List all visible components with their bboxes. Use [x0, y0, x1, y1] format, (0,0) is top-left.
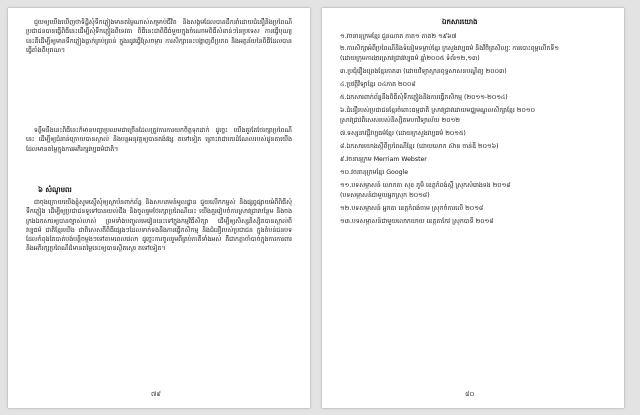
reference-item: ៨.ឯកសារយោងស្តីពីប្រពៃណីខ្មែរ (ដោយលោក ស៊ាន ចាន់ឌី ២០១៦): [340, 143, 499, 150]
reference-item: ៧.ទស្សនាវដ្តីវប្បធម៌ខ្មែរ (ដោយក្រសួងវប្បធម៌ ២០១៥): [340, 130, 466, 137]
reference-item: ២.ការសិក្សាអំពីប្រពៃណីនិងទំនៀមទម្លាប់ខ្មែរ ក្រសួងវប្បធម៌ និងវិចិត្រសិល្បៈ ការបោះពុម្ពលើកទី១: [340, 45, 559, 52]
reference-item: ៦.ជំនឿរបស់ប្រជាជនខ្មែរចំពោះធម្មជាតិ ស្រាវជ្រាវដោយមជ្ឈមណ្ឌលសិក្សាខ្មែរ ២០១០: [340, 107, 535, 114]
reference-item: ១២.បទសម្ភាសន៍ អ្នកតា ខេត្តកំពង់ចាម ស្រុកចំការលើ ២០១៨: [340, 205, 484, 212]
reference-item: ១១.បទសម្ភាសន៍ លោកតា សុខ ភូមិ ខេត្តកំពង់ស្ពឺ ស្រុកសំរោងទង ២០១៨: [340, 182, 511, 189]
right-page: [322, 8, 624, 408]
reference-item: ៥.ឯកសារពាក់ព័ន្ធនឹងពិធីសុំទឹកភ្លៀងនិងការធ្វើកសិកម្ម (២០១១-២០១៤): [340, 94, 508, 101]
reference-item: ស្រាវជ្រាវពិសេសរបស់និស្សិតមហាវិទ្យាល័យ ២០១២: [340, 117, 460, 124]
reference-item: (ដោយក្រុមការងារស្រាវជ្រាវវប្បធម៌ ឆ្នាំ២០០៥ ទំព័រ១២,១៣): [340, 55, 480, 62]
reference-item: ១០.វចនានុក្រមខ្មែរ Google: [340, 169, 409, 176]
page-number-right: ៨០: [465, 390, 475, 398]
references-title: ឯកសារយោង: [442, 18, 478, 26]
reference-item: ៩.វចនានុក្រម Merriam Webster: [340, 156, 427, 163]
body-paragraph-2: ទន្ទឹម​នឹង​នេះ​ពិធី​នេះ​ក៏​មាន​បញ្ហា​ប្រឈម​ជា​ច្រើន​ដែល​ត្រូវ​ការ​ការ​យកចិត្តទុកដាក់​ ដូច្នេះ​ យើង​គួរ​តែ​ថែរក្សា​ប្រពៃណី​នេះ​ ដើម្បី​ឲ្យ​ជំនាន់​ក្រោយ​បាន​ស្គាល់​ និង​បន្ត​អនុវត្ត​ឲ្យ​បាន​គង់វង្ស​ តទៅ​ទៀត​ ព្រោះ​វា​ជា​កេរ​ដំណែល​របស់​ដូនតា​យើង​ ដែល​មាន​តម្លៃ​ក្នុង​ការ​អភិរក្ស​វប្បធម៌​ជាតិ​។: [26, 127, 292, 153]
reference-item: (បទសម្ភាសន៍ជាមួយអ្នកស្រុក ២០១៨): [340, 192, 430, 199]
body-paragraph-1: ជួយ​ឲ្យ​យើង​ឃើញ​ថា​ទិដ្ឋិសុំទឹក​ភ្លៀង​មាន​តម្លៃ​ណា​ស់​សម្រាប់​ជីវិត​ និង​សង្គម​ដែល​បាន​ដឹកនាំ​ដោយ​ជំនឿ​និង​ប្រពៃណី​ ប្រជាជន​បាន​ធ្វើ​ពិធី​នេះ​ដើម្បី​សុំ​ទឹក​ភ្លៀង​ពី​ទេវតា​ ពិធី​នេះ​ជា​ពិធី​ធំ​មួយ​ក្នុង​ចំណោម​ពិធី​សំខាន់​ៗ​នៃ​ប្រទេស​ ការ​ធ្វើ​បុណ្យ​នេះ​គឺ​ដើម្បី​ឲ្យ​មាន​ទឹក​ភ្លៀង​ធ្លាក់​គ្រប់​គ្រាន់​ ក្នុង​រដូវ​ធ្វើ​ស្រែ​ចម្ការ​ ការ​សិក្សា​នេះ​បង្ហាញ​ពី​ប្រភព​ និង​អត្ថន័យ​នៃ​ពិធី​ដែល​បាន​ធ្វើ​តាំង​ពី​បុរាណ​។: [26, 19, 292, 54]
section-heading: ៦ សំណូមពរ: [38, 186, 72, 194]
reference-item: ១.វចនានុក្រមខ្មែរ ជួនណាត ភាគ១ ភាគ២ ១៩៦៧: [340, 33, 457, 40]
reference-item: ៣.ប្រជុំរឿងព្រេងខ្មែរភាគ៣ (ដោយវិទ្យាស្ថានពុទ្ធសាសនបណ្ឌិត្យ ២០០៣): [340, 68, 507, 75]
left-page: [8, 8, 310, 408]
reference-item: ១៣.បទសម្ភាសន៍ជាមួយលោកយាយ ខេត្តតាកែវ ស្រុកបាទី ២០១៨: [340, 218, 494, 225]
reference-item: ៤.ប្រវត្តិវិទ្យាខ្មែរ ០៤ភាគ ២០០៨: [340, 81, 416, 88]
body-paragraph-3: ជា​ចុងក្រោយ​យើង​ខ្ញុំ​សូម​ស្នើ​សុំ​ឲ្យ​ស្ថាប័ន​ពាក់ព័ន្ធ​ និង​សហគមន៍​មូលដ្ឋាន​ ជួយ​លើក​កម្ពស់​ និង​ផ្សព្វផ្សាយ​អំពី​ពិធី​សុំ​ទឹក​ភ្លៀង​ ដើម្បី​ឲ្យ​ប្រជាជន​ទូទៅ​បាន​យល់​ដឹង​ និង​ចូលរួម​ថែរក្សា​ប្រពៃណី​នេះ​ យើង​គួរ​រៀបចំ​ការ​ស្រាវជ្រាវ​បន្ថែម​ និង​ចងក្រង​ឯកសារ​ឲ្យ​បាន​ច្បាស់លាស់​ ព្រមទាំង​បញ្ចូល​មេរៀន​នេះ​ទៅ​ក្នុង​កម្មវិធី​សិក្សា​ ដើម្បី​ឲ្យ​សិស្ស​និស្សិត​បាន​ស្គាល់​ពី​វប្បធម៌​ ជាតិ​ខ្មែរ​យើង​ ជាពិសេស​គឺ​ពិធី​ផ្សេង​ៗ​ដែល​ទាក់ទង​នឹង​ការ​ធ្វើ​កសិកម្ម​ និង​ជំនឿ​របស់​ប្រជាជន​ ក្នុង​តំបន់​ជនបទ​ ដែល​កំពុង​តែ​បាត់​បង់​បន្តិច​ម្តង​ៗ​ទៅ​តាម​ពេលវេលា​ ដូច្នេះ​ការ​ចូលរួម​ពី​គ្រប់​ភាគី​ទាំងអស់​ គឺ​ជា​កត្តា​ចាំបាច់​ក្នុង​ការ​ការពារ​ និង​អភិរក្ស​ប្រពៃណី​ដ៏​មាន​តម្លៃ​នេះ​ឲ្យ​បាន​ស្ថិតស្ថេរ​ តទៅ​ទៀត​។: [26, 199, 292, 253]
page-number-left: ៧៩: [151, 390, 161, 398]
